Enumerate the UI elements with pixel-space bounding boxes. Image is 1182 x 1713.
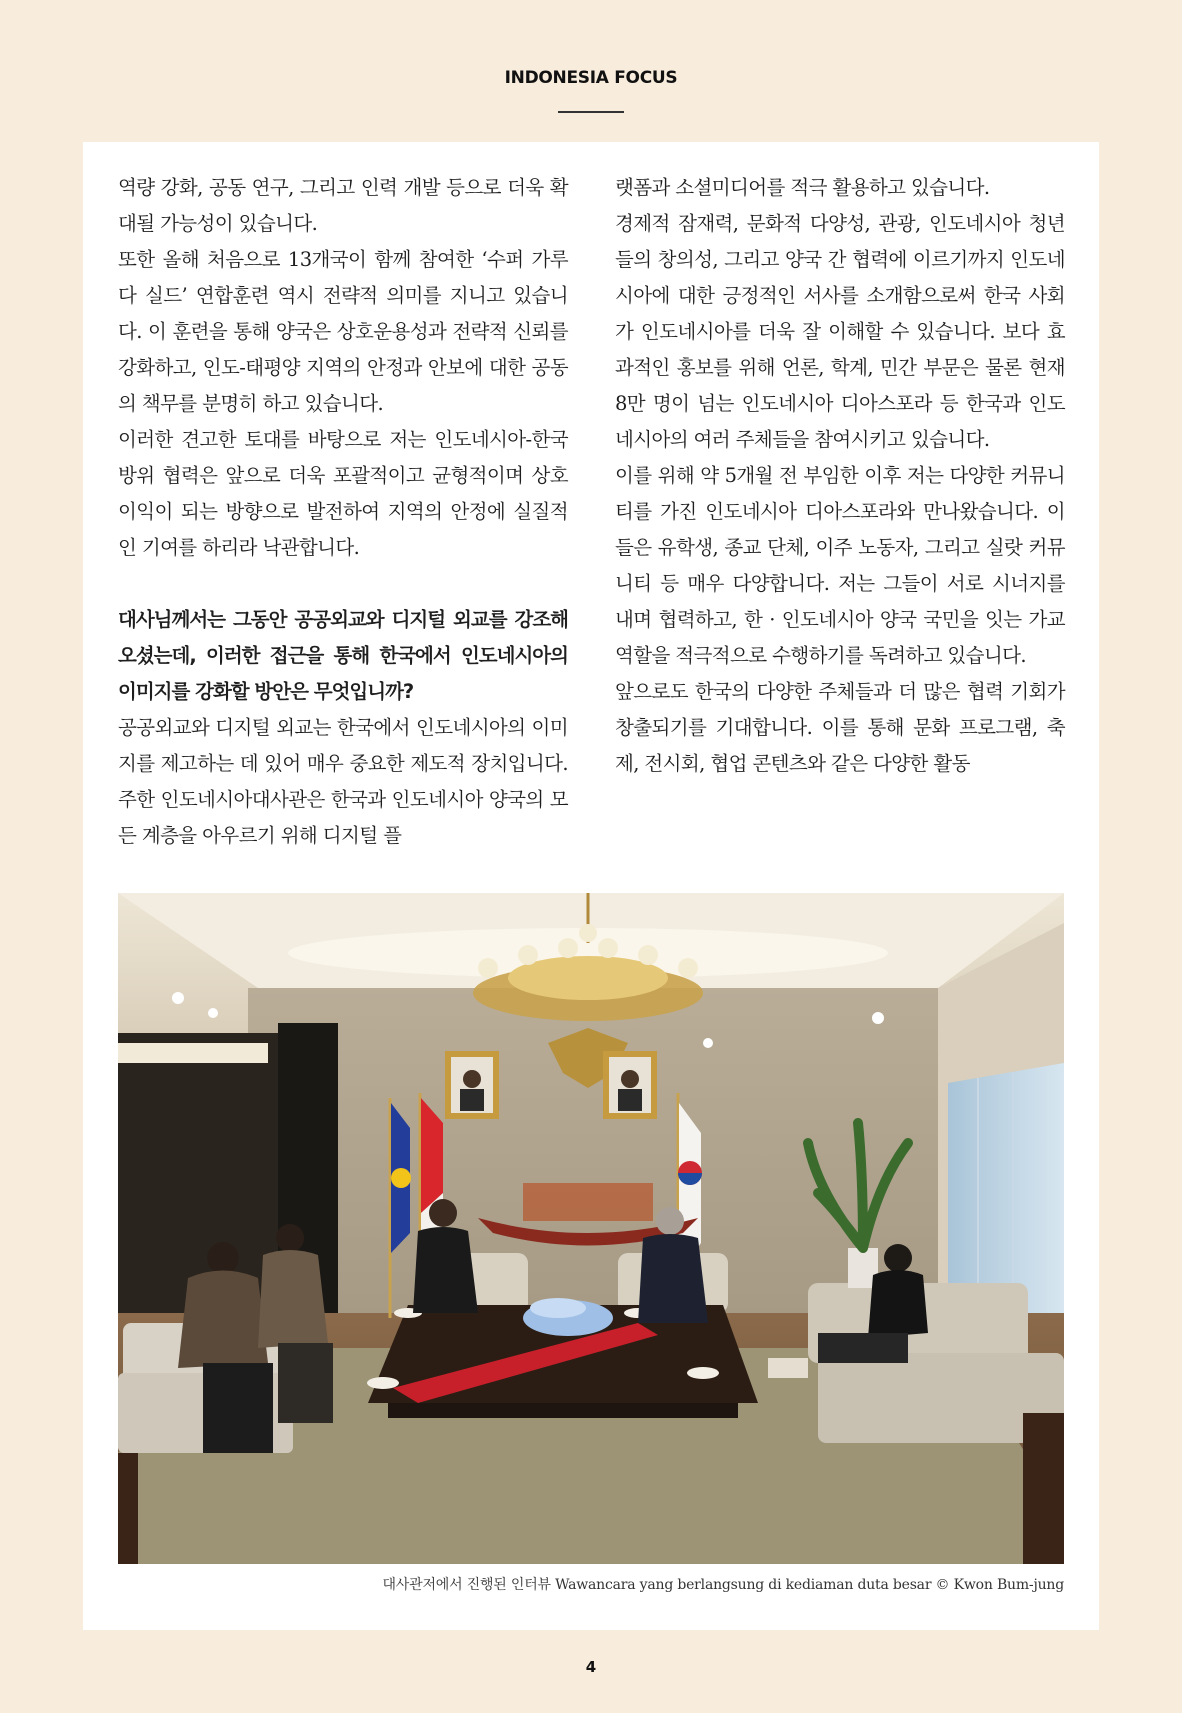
right-column (615, 170, 1065, 782)
magazine-section-title: INDONESIA FOCUS (504, 68, 678, 88)
article-panel (83, 142, 1099, 1630)
interview-question: 대사님께서는 그동안 공공외교와 디지털 외교를 강조해 오셨는데, 이러한 접근을 통해 한국에서 인도네시아의 이미지를 강화할 방안은 무엇입니까? (118, 608, 568, 703)
paragraph: 이러한 견고한 토대를 바탕으로 저는 인도네시아-한국 방위 협력은 앞으로 더욱 포괄적이고 균형적이며 상호 이익이 되는 방향으로 발전하여 지역의 안정에 실질적인 기여를 하리라 낙관합니다. (118, 428, 568, 559)
photo-caption: 대사관저에서 진행된 인터뷰 Wawancara yang berlangsung di kediaman duta besar © Kwon Bum-jung (382, 1577, 1064, 1593)
paragraph: 공공외교와 디지털 외교는 한국에서 인도네시아의 이미지를 제고하는 데 있어 매우 중요한 제도적 장치입니다. 주한 인도네시아대사관은 한국과 인도네시아 양국의 모든 계층을 아우르기 위해 디지털 플 (118, 716, 568, 847)
header-divider (558, 111, 624, 113)
paragraph: 또한 올해 처음으로 13개국이 함께 참여한 ‘수퍼 가루다 실드’ 연합훈련 역시 전략적 의미를 지니고 있습니다. 이 훈련을 통해 양국은 상호운용성과 전략적 신뢰를 강화하고, 인도-태평양 지역의 안정과 안보에 대한 공동의 책무를 분명히 하고 있습니다. (118, 248, 568, 415)
paragraph: 앞으로도 한국의 다양한 주체들과 더 많은 협력 기회가 창출되기를 기대합니다. 이를 통해 문화 프로그램, 축제, 전시회, 협업 콘텐츠와 같은 다양한 활동 (615, 680, 1065, 775)
page-number: 4 (585, 1658, 597, 1676)
paragraph: 이를 위해 약 5개월 전 부임한 이후 저는 다양한 커뮤니티를 가진 인도네시아 디아스포라와 만나왔습니다. 이들은 유학생, 종교 단체, 이주 노동자, 그리고 실랏 커뮤니티 등 매우 다양합니다. 저는 그들이 서로 시너지를 내며 협력하고, 한 · 인도네시아 양국 국민을 잇는 가교 역할을 적극적으로 수행하기를 독려하고 있습니다. (615, 464, 1065, 667)
paragraph: 역량 강화, 공동 연구, 그리고 인력 개발 등으로 더욱 확대될 가능성이 있습니다. (118, 176, 568, 235)
interview-photo (118, 893, 1064, 1564)
paragraph: 경제적 잠재력, 문화적 다양성, 관광, 인도네시아 청년들의 창의성, 그리고 양국 간 협력에 이르기까지 인도네시아에 대한 긍정적인 서사를 소개함으로써 한국 사회가 인도네시아를 더욱 잘 이해할 수 있습니다. 보다 효과적인 홍보를 위해 언론, 학계, 민간 부문은 물론 현재 8만 명이 넘는 인도네시아 디아스포라 등 한국과 인도네시아의 여러 주체들을 참여시키고 있습니다. (615, 212, 1065, 451)
paragraph: 랫폼과 소셜미디어를 적극 활용하고 있습니다. (615, 176, 990, 199)
left-column (118, 170, 568, 854)
